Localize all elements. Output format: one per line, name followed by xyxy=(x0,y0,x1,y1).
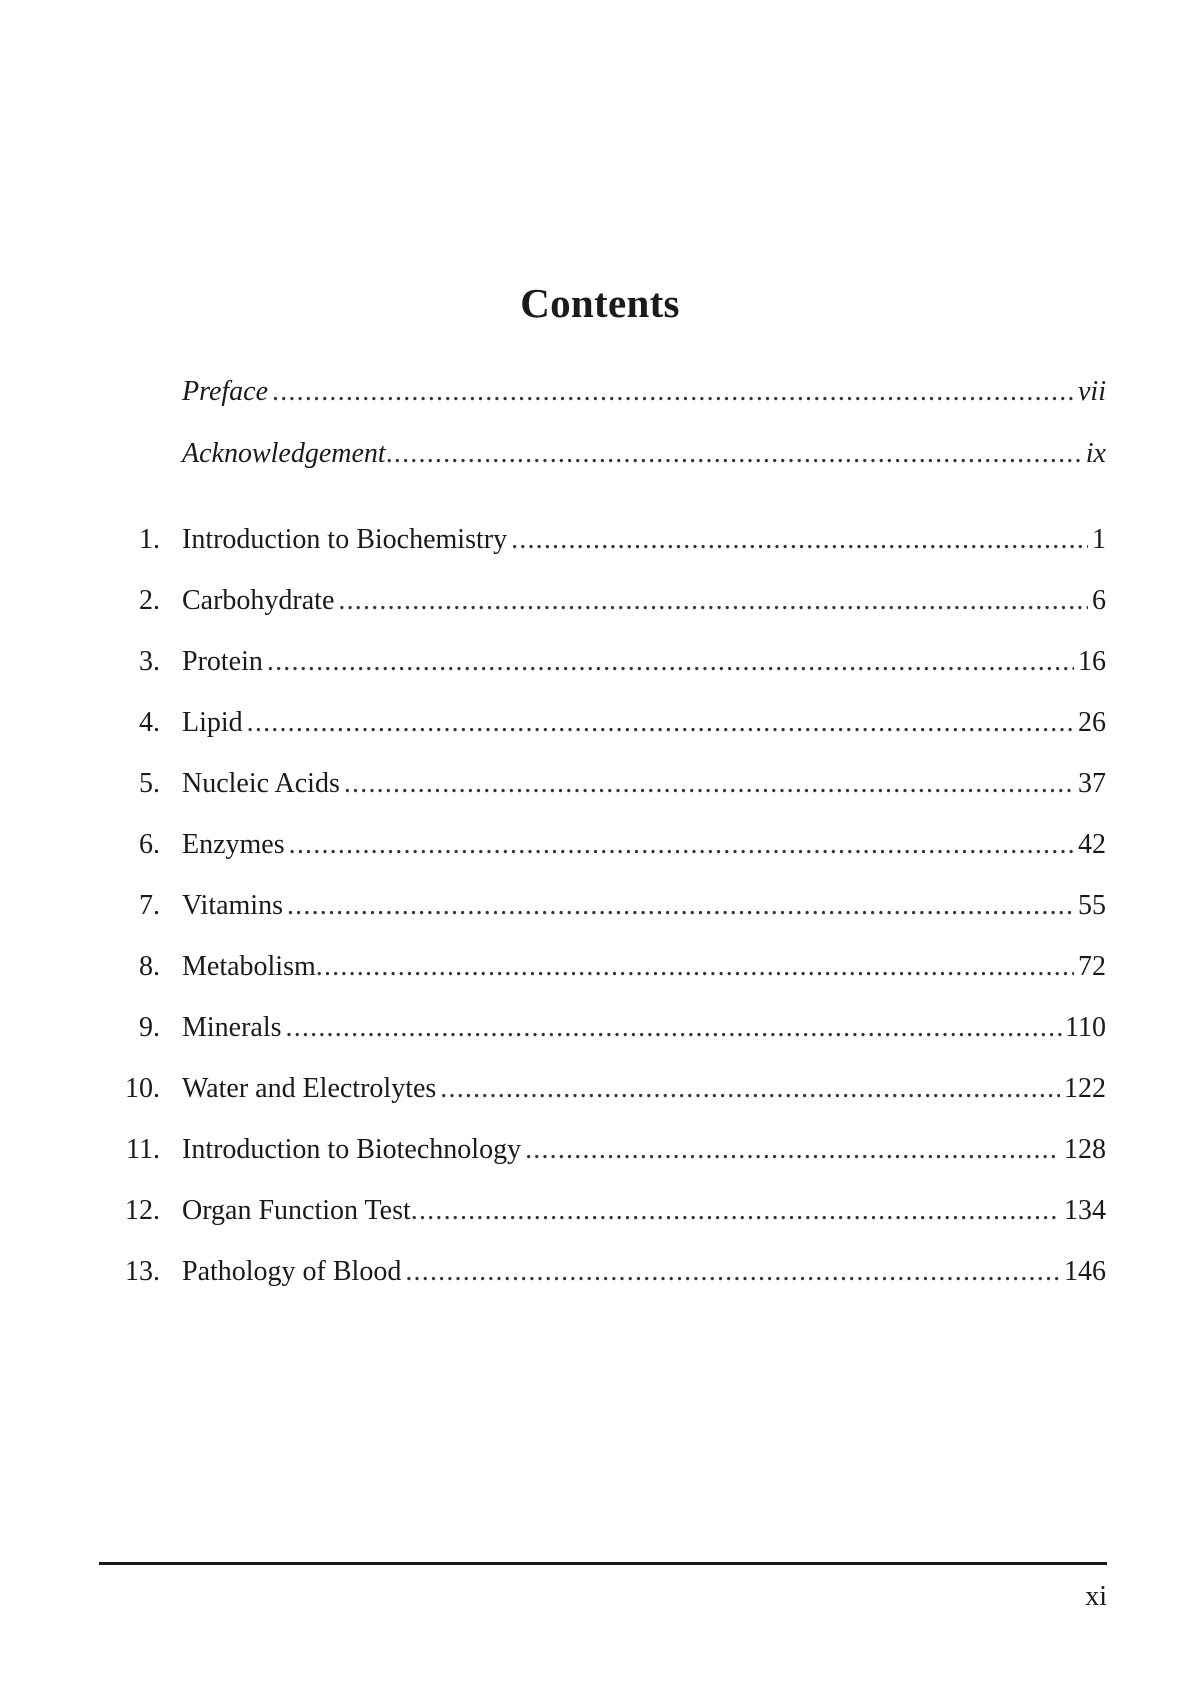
toc-entry-number: 2. xyxy=(139,585,160,616)
toc-entry-label: Protein xyxy=(182,646,263,677)
toc-entry-page: vii xyxy=(1078,376,1106,407)
dot-leader xyxy=(286,1008,1066,1048)
toc-entry-label: Nucleic Acids xyxy=(182,768,340,799)
toc-entry-label: Water and Electrolytes xyxy=(182,1073,437,1104)
toc-entry-label: Lipid xyxy=(182,707,243,738)
toc-entry-page: 55 xyxy=(1078,890,1106,921)
toc-entry-chapter-6[interactable] xyxy=(96,825,1106,865)
toc-entry-preface[interactable] xyxy=(96,372,1106,412)
toc-entry-page: 72 xyxy=(1078,951,1106,982)
toc-entry-chapter-1[interactable] xyxy=(96,520,1106,560)
toc-entry-page: 1 xyxy=(1092,524,1106,555)
toc-entry-chapter-3[interactable] xyxy=(96,642,1106,682)
dot-leader xyxy=(525,1130,1060,1170)
toc-entry-page: 6 xyxy=(1092,585,1106,616)
toc-entry-page: 37 xyxy=(1078,768,1106,799)
toc-entry-number: 1. xyxy=(139,524,160,555)
toc-entry-chapter-7[interactable] xyxy=(96,886,1106,926)
toc-entry-chapter-8[interactable] xyxy=(96,947,1106,987)
toc-entry-chapter-9[interactable] xyxy=(96,1008,1106,1048)
toc-entry-chapter-2[interactable] xyxy=(96,581,1106,621)
dot-leader xyxy=(287,886,1074,926)
toc-entry-chapter-10[interactable] xyxy=(96,1069,1106,1109)
toc-entry-label: Carbohydrate xyxy=(182,585,335,616)
toc-entry-label: Metabolism xyxy=(182,951,316,982)
dot-leader xyxy=(411,1191,1060,1231)
toc-entry-page: 134 xyxy=(1064,1195,1106,1226)
toc-entry-page: 26 xyxy=(1078,707,1106,738)
dot-leader xyxy=(440,1069,1060,1109)
page-title: Contents xyxy=(520,280,680,327)
toc-entry-label: Enzymes xyxy=(182,829,285,860)
toc-entry-page: 122 xyxy=(1064,1073,1106,1104)
toc-entry-number: 3. xyxy=(139,646,160,677)
dot-leader xyxy=(247,703,1074,743)
dot-leader xyxy=(405,1252,1060,1292)
toc-entry-label: Preface xyxy=(182,376,269,407)
dot-leader xyxy=(344,764,1074,804)
toc-entry-chapter-5[interactable] xyxy=(96,764,1106,804)
toc-entry-page: ix xyxy=(1085,438,1106,469)
toc-entry-page: 42 xyxy=(1078,829,1106,860)
toc-entry-number: 9. xyxy=(139,1012,160,1043)
toc-entry-number: 5. xyxy=(139,768,160,799)
toc-entry-chapter-12[interactable] xyxy=(96,1191,1106,1231)
toc-entry-label: Minerals xyxy=(182,1012,282,1043)
toc-entry-number: 12. xyxy=(125,1195,160,1226)
toc-entry-chapter-13[interactable] xyxy=(96,1252,1106,1292)
toc-entry-chapter-4[interactable] xyxy=(96,703,1106,743)
footer-rule xyxy=(99,1562,1107,1565)
toc-entry-page: 110 xyxy=(1065,1012,1106,1043)
toc-entry-label: Acknowledgement xyxy=(182,438,386,469)
toc-entry-acknowledgement[interactable] xyxy=(96,434,1106,474)
dot-leader xyxy=(289,825,1074,865)
folio-page-number: xi xyxy=(1085,1581,1107,1612)
dot-leader xyxy=(338,581,1088,621)
toc-entry-page: 146 xyxy=(1064,1256,1106,1287)
toc-entry-label: Introduction to Biochemistry xyxy=(182,524,508,555)
toc-entry-chapter-11[interactable] xyxy=(96,1130,1106,1170)
toc-entry-page: 16 xyxy=(1078,646,1106,677)
toc-entry-number: 11. xyxy=(126,1134,160,1165)
dot-leader xyxy=(316,947,1074,987)
dot-leader xyxy=(386,434,1082,474)
toc-entry-number: 6. xyxy=(139,829,160,860)
toc-entry-label: Vitamins xyxy=(182,890,283,921)
toc-entry-number: 8. xyxy=(139,951,160,982)
toc-entry-label: Introduction to Biotechnology xyxy=(182,1134,522,1165)
toc-entry-label: Organ Function Test xyxy=(182,1195,411,1226)
dot-leader xyxy=(272,372,1074,412)
toc-entry-page: 128 xyxy=(1064,1134,1106,1165)
toc-entry-number: 4. xyxy=(139,707,160,738)
dot-leader xyxy=(511,520,1088,560)
dot-leader xyxy=(267,642,1074,682)
toc-entry-number: 10. xyxy=(125,1073,160,1104)
toc-entry-number: 13. xyxy=(125,1256,160,1287)
toc-entry-number: 7. xyxy=(139,890,160,921)
toc-entry-label: Pathology of Blood xyxy=(182,1256,402,1287)
